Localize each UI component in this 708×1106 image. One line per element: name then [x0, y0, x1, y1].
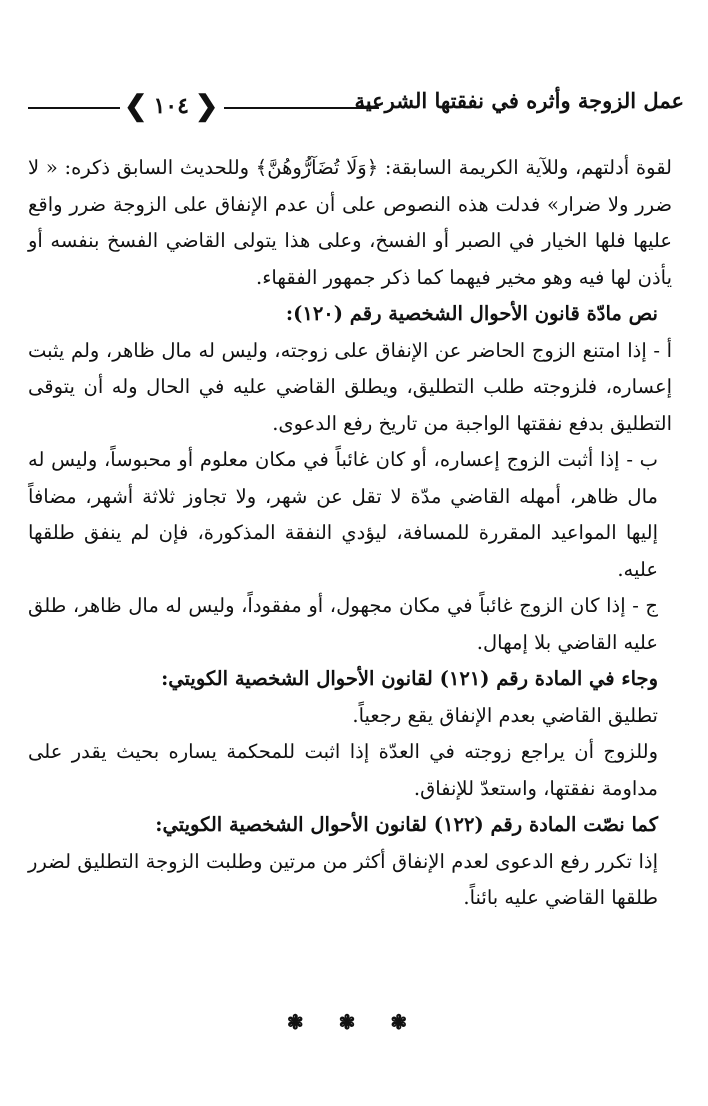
- page-number-ornament: [124, 86, 218, 126]
- paragraph-intro: لقوة أدلتهم، وللآية الكريمة السابقة: ﴿وَلَا تُضَآرُّوهُنَّ﴾ وللحديث السابق ذكره: « لا ضرر ولا ضرار» فدلت هذه النصوص على أن عدم الإنفاق على الزوجة ضرر واقع عليها فلها الخيار في الصبر أو الفسخ، وعلى هذا يتولى القاضي الفسخ بنفسه أو يأذن لها فيه وهو مخير فيهما كما ذكر جمهور الفقهاء.: [28, 156, 672, 289]
- clause-c: ج - إذا كان الزوج غائباً في مكان مجهول، أو مفقوداً، وليس له مال ظاهر، طلق عليه القاضي بلا إمهال.: [28, 594, 658, 654]
- article-122-text: إذا تكرر رفع الدعوى لعدم الإنفاق أكثر من مرتين وطلبت الزوجة التطليق لضرر طلقها القاضي عليه بائناً.: [28, 849, 658, 909]
- header-rule-short: [28, 107, 120, 109]
- ornament-bracket-left: ❮: [124, 89, 148, 122]
- header-rule: [224, 107, 379, 109]
- section-separator: ❃ ❃ ❃: [286, 1010, 422, 1034]
- heading-article-121: وجاء في المادة رقم (١٢١) لقانون الأحوال الشخصية الكويتي:: [161, 667, 658, 690]
- clause-b: ب - إذا أثبت الزوج إعساره، أو كان غائباً في مكان معلوم أو محبوساً، وليس له مال ظاهر، أمهله القاضي مدّة لا تقل عن شهر، ولا تجاوز ثلاثة أشهر، مضافاً إليها المواعيد المقررة للمسافة، ليؤدي النفقة المذكورة، فإن لم ينفق طلقها عليه.: [28, 448, 658, 581]
- page-header: [24, 86, 684, 136]
- page-number: ١٠٤: [153, 93, 189, 119]
- ornament-bracket-right: ❯: [194, 89, 219, 122]
- heading-article-120: نص مادّة قانون الأحوال الشخصية رقم (١٢٠):: [285, 302, 658, 325]
- article-121-text-2: وللزوج أن يراجع زوجته في العدّة إذا اثبت للمحكمة يساره بحيث يقدر على مداومة نفقتها، واستعدّ للإنفاق.: [28, 740, 658, 800]
- page-body: [28, 150, 672, 917]
- running-title: عمل الزوجة وأثره في نفقتها الشرعية: [354, 88, 684, 113]
- clause-a: أ - إذا امتنع الزوج الحاضر عن الإنفاق على زوجته، وليس له مال ظاهر، ولم يثبت إعساره، فلزوجته طلب التطليق، ويطلق القاضي عليه في الحال وله أن يتوقى التطليق بدفع نفقتها الواجبة من تاريخ رفع الدعوى.: [28, 338, 672, 435]
- article-121-text-1: تطليق القاضي بعدم الإنفاق يقع رجعياً.: [352, 703, 658, 727]
- heading-article-122: كما نصّت المادة رقم (١٢٢) لقانون الأحوال الشخصية الكويتي:: [155, 813, 658, 836]
